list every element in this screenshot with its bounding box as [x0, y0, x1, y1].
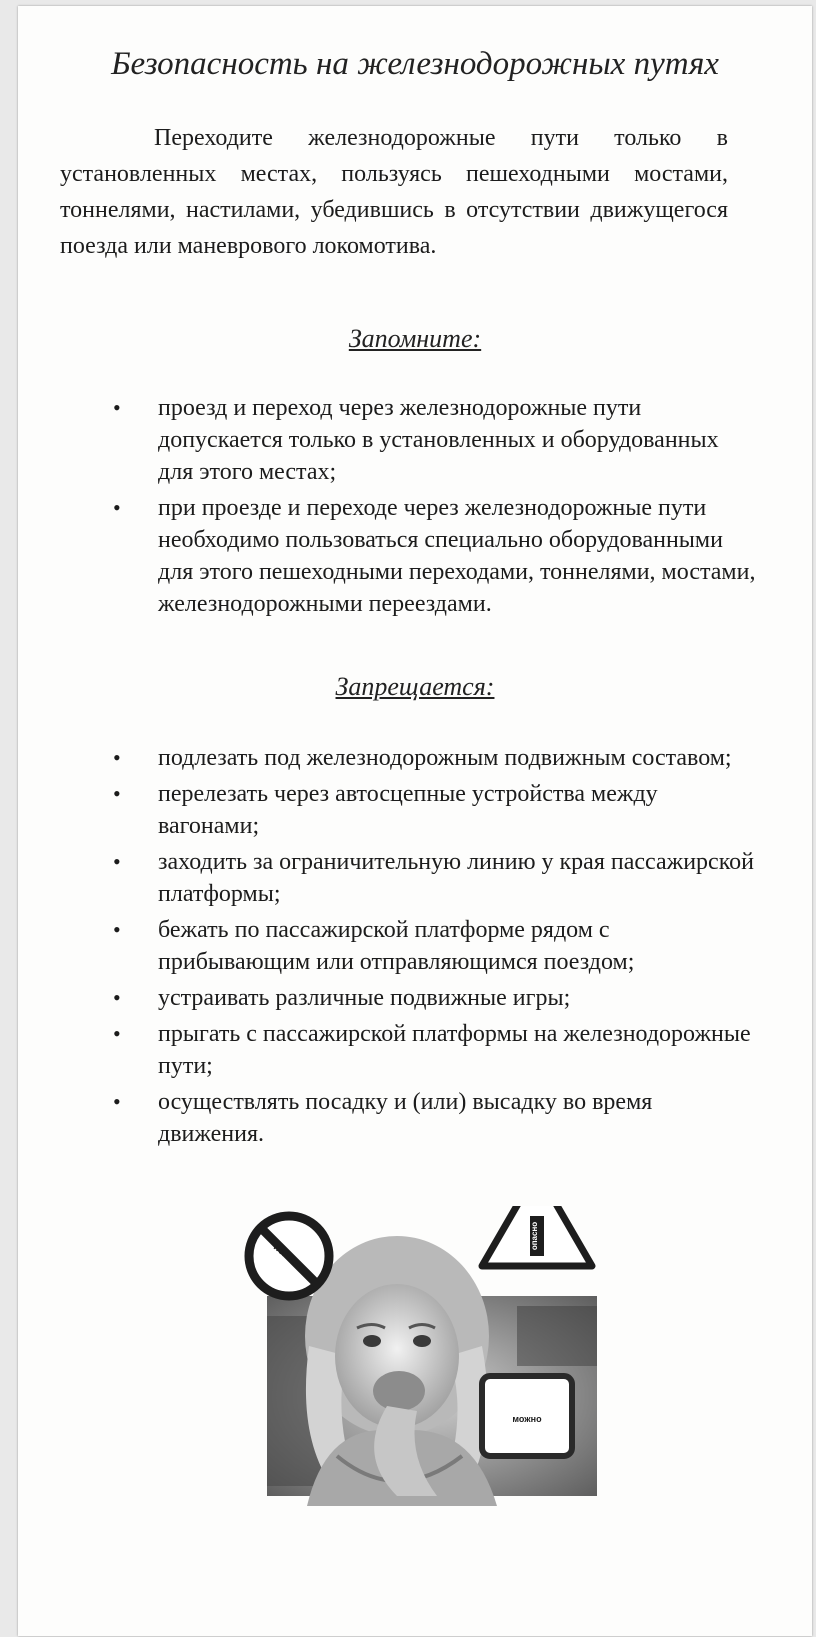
list-item [113, 1018, 758, 1082]
prohibition-sign-icon [249, 1216, 329, 1296]
list-item [113, 914, 758, 978]
list-item-text: подлезать под железнодорожным подвижным составом; [158, 745, 732, 771]
bullet-icon: • [113, 985, 121, 1010]
bullet-icon: • [113, 917, 121, 942]
list-item-text: прыгать с пассажирской платформы на железнодорожные пути; [158, 1021, 751, 1079]
allowed-card-label: можно [512, 1414, 542, 1424]
leaflet-page [18, 6, 812, 1636]
forbidden-heading: Запрещается: [335, 672, 495, 701]
list-item-text: устраивать различные подвижные игры; [158, 985, 571, 1011]
remember-heading: Запомните: [348, 324, 482, 353]
remember-list [113, 392, 758, 624]
bullet-icon: • [113, 745, 121, 770]
bullet-icon: • [113, 1089, 121, 1114]
child-hand [373, 1371, 425, 1411]
child-with-signs-illustration [237, 1206, 607, 1506]
page-title: Безопасность на железнодорожных путях [111, 46, 719, 82]
bullet-icon: • [113, 781, 121, 806]
bullet-icon: • [113, 849, 121, 874]
list-item [113, 982, 758, 1014]
list-item-text: при проезде и переходе через железнодорожные пути необходимо пользоваться специально оборудованными для этого пешеходными переходами, тоннелями, мостами, железнодорожными переездами. [158, 495, 756, 617]
list-item-text: перелезать через автосцепные устройства между вагонами; [158, 781, 658, 839]
warning-sign-label: опасно [530, 1221, 539, 1251]
intro-paragraph: Переходите железнодорожные пути только в установленных местах, пользуясь пешеходными мостами, тоннелями, настилами, убедившись в отсутствии движущегося поезда или маневрового локомотива. [60, 125, 728, 259]
list-item-text: бежать по пассажирской платформе рядом с прибывающим или отправляющимся поездом; [158, 917, 635, 975]
prohibition-sign-label: нельзя [271, 1241, 305, 1273]
list-item [113, 1086, 758, 1150]
warning-triangle-icon [482, 1206, 592, 1266]
forbidden-list [113, 742, 758, 1154]
list-item-text: проезд и переход через железнодорожные пути допускается только в установленных и оборудованных для этого местах; [158, 395, 719, 485]
bullet-icon: • [113, 395, 121, 420]
bullet-icon: • [113, 1021, 121, 1046]
list-item-text: заходить за ограничительную линию у края пассажирской платформы; [158, 849, 754, 907]
allowed-card [482, 1376, 572, 1456]
list-item [113, 492, 758, 620]
list-item [113, 742, 758, 774]
list-item [113, 846, 758, 910]
bullet-icon: • [113, 495, 121, 520]
list-item [113, 392, 758, 488]
list-item [113, 778, 758, 842]
list-item-text: осуществлять посадку и (или) высадку во время движения. [158, 1089, 653, 1147]
